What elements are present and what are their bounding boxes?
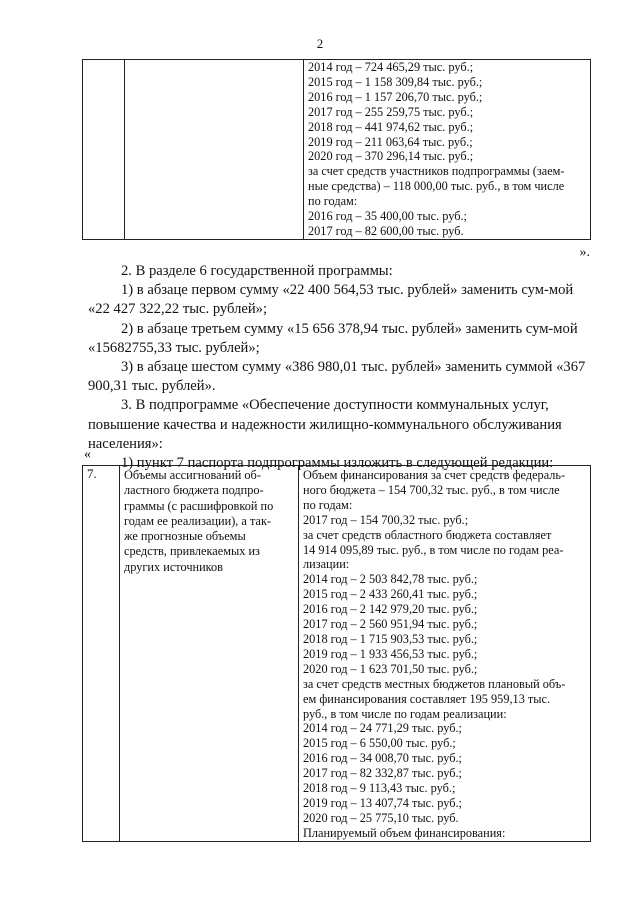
body-text [88,262,588,473]
value-line: 2017 год – 82 332,87 тыс. руб.; [303,766,462,781]
value-line: 2020 год – 25 775,10 тыс. руб. [303,810,459,825]
label-line: ластного бюджета подпро- [124,483,264,498]
table1-line: 2020 год – 370 296,14 тыс. руб.; [308,149,474,164]
value-line: Объем финансирования за счет средств федераль- [303,468,566,482]
value-line: 2014 год – 2 503 842,78 тыс. руб.; [303,572,478,587]
value-line: 2017 год – 2 560 951,94 тыс. руб.; [303,617,478,632]
label-line: годам ее реализации), а так- [124,513,272,528]
paragraph-item-1: 1) в абзаце первом сумму «22 400 564,53 тыс. рублей» заменить сум-мой «22 427 322,22 тыс. рублей»; [88,282,574,318]
table1-line: за счет средств участников подпрограммы (заем- [308,164,565,179]
funding-table-continued [82,59,591,240]
value-line: 2014 год – 24 771,29 тыс. руб.; [303,721,462,736]
value-line: 2016 год – 2 142 979,20 тыс. руб.; [303,602,478,617]
table1-values-cell [304,60,591,240]
paragraph-item-3: 3) в абзаце шестом сумму «386 980,01 тыс. рублей» заменить суммой «367 900,31 тыс. рублей». [88,359,586,395]
value-line: ного бюджета – 154 700,32 тыс. руб., в том числе [303,482,560,497]
value-line: 2016 год – 34 008,70 тыс. руб.; [303,751,462,766]
value-line: по годам: [303,497,353,512]
value-line: 2018 год – 1 715 903,53 тыс. руб.; [303,631,478,646]
table1-line: 2019 год – 211 063,64 тыс. руб.; [308,134,473,149]
value-line: 2019 год – 13 407,74 тыс. руб.; [303,795,462,810]
paragraph-section-6: 2. В разделе 6 государственной программы: [121,263,393,279]
value-line: ем финансирования составляет 195 959,13 тыс. [303,691,551,706]
value-line: за счет средств областного бюджета составляет [303,527,552,542]
passport-table [82,465,591,842]
funding-values-cell [299,466,591,842]
value-line: за счет средств местных бюджетов плановый объ- [303,676,566,691]
table1-line: по годам: [308,194,358,209]
label-line: средств, привлекаемых из [124,544,260,559]
value-line: 2015 год – 2 433 260,41 тыс. руб.; [303,587,478,602]
label-line: граммы (с расшифровкой по [124,498,274,513]
table1-line: 2017 год – 82 600,00 тыс. руб. [308,223,464,238]
page-number: 2 [316,36,324,51]
opening-quote: « [84,447,91,462]
value-line: Планируемый объем финансирования: [303,825,506,840]
table1-line: ные средства) – 118 000,00 тыс. руб., в том числе [308,179,565,194]
value-line: 2018 год – 9 113,43 тыс. руб.; [303,781,456,796]
value-line: лизации: [303,557,350,572]
paragraph-passport-item: 1) пункт 7 паспорта подпрограммы изложить в следующей редакции: [121,455,554,472]
value-line: 2015 год – 6 550,00 тыс. руб.; [303,736,456,751]
table1-number-cell [83,60,125,240]
funding-label-cell [120,466,299,842]
table1-line: 2018 год – 441 974,62 тыс. руб.; [308,119,474,134]
closing-quote: ». [579,245,590,260]
table1-line: 2016 год – 35 400,00 тыс. руб.; [308,209,467,224]
table1-line: 2017 год – 255 259,75 тыс. руб.; [308,104,474,119]
table1-line: 2016 год – 1 157 206,70 тыс. руб.; [308,89,483,104]
value-line: 2017 год – 154 700,32 тыс. руб.; [303,512,469,527]
value-line: 2020 год – 1 623 701,50 тыс. руб.; [303,661,478,676]
table1-label-cell [125,60,304,240]
label-line: Объемы ассигнований об- [124,468,261,482]
value-line: 2019 год – 1 933 456,53 тыс. руб.; [303,646,478,661]
table1-line: 2014 год – 724 465,29 тыс. руб.; [308,60,474,74]
label-line: же прогнозные объемы [124,529,246,544]
label-line: других источников [124,559,223,574]
table1-line: 2015 год – 1 158 309,84 тыс. руб.; [308,74,483,89]
row-number: 7. [83,466,120,842]
value-line: 14 914 095,89 тыс. руб., в том числе по годам реа- [303,542,564,557]
value-line: руб., в том числе по годам реализации: [303,706,507,721]
paragraph-subprogram: 3. В подпрограмме «Обеспечение доступности коммунальных услуг, повышение качества и надежности жилищно-коммунального обслуживания населения»: [88,397,562,452]
paragraph-item-2: 2) в абзаце третьем сумму «15 656 378,94 тыс. рублей» заменить сум-мой «15682755,33 тыс. рублей»; [88,320,578,356]
